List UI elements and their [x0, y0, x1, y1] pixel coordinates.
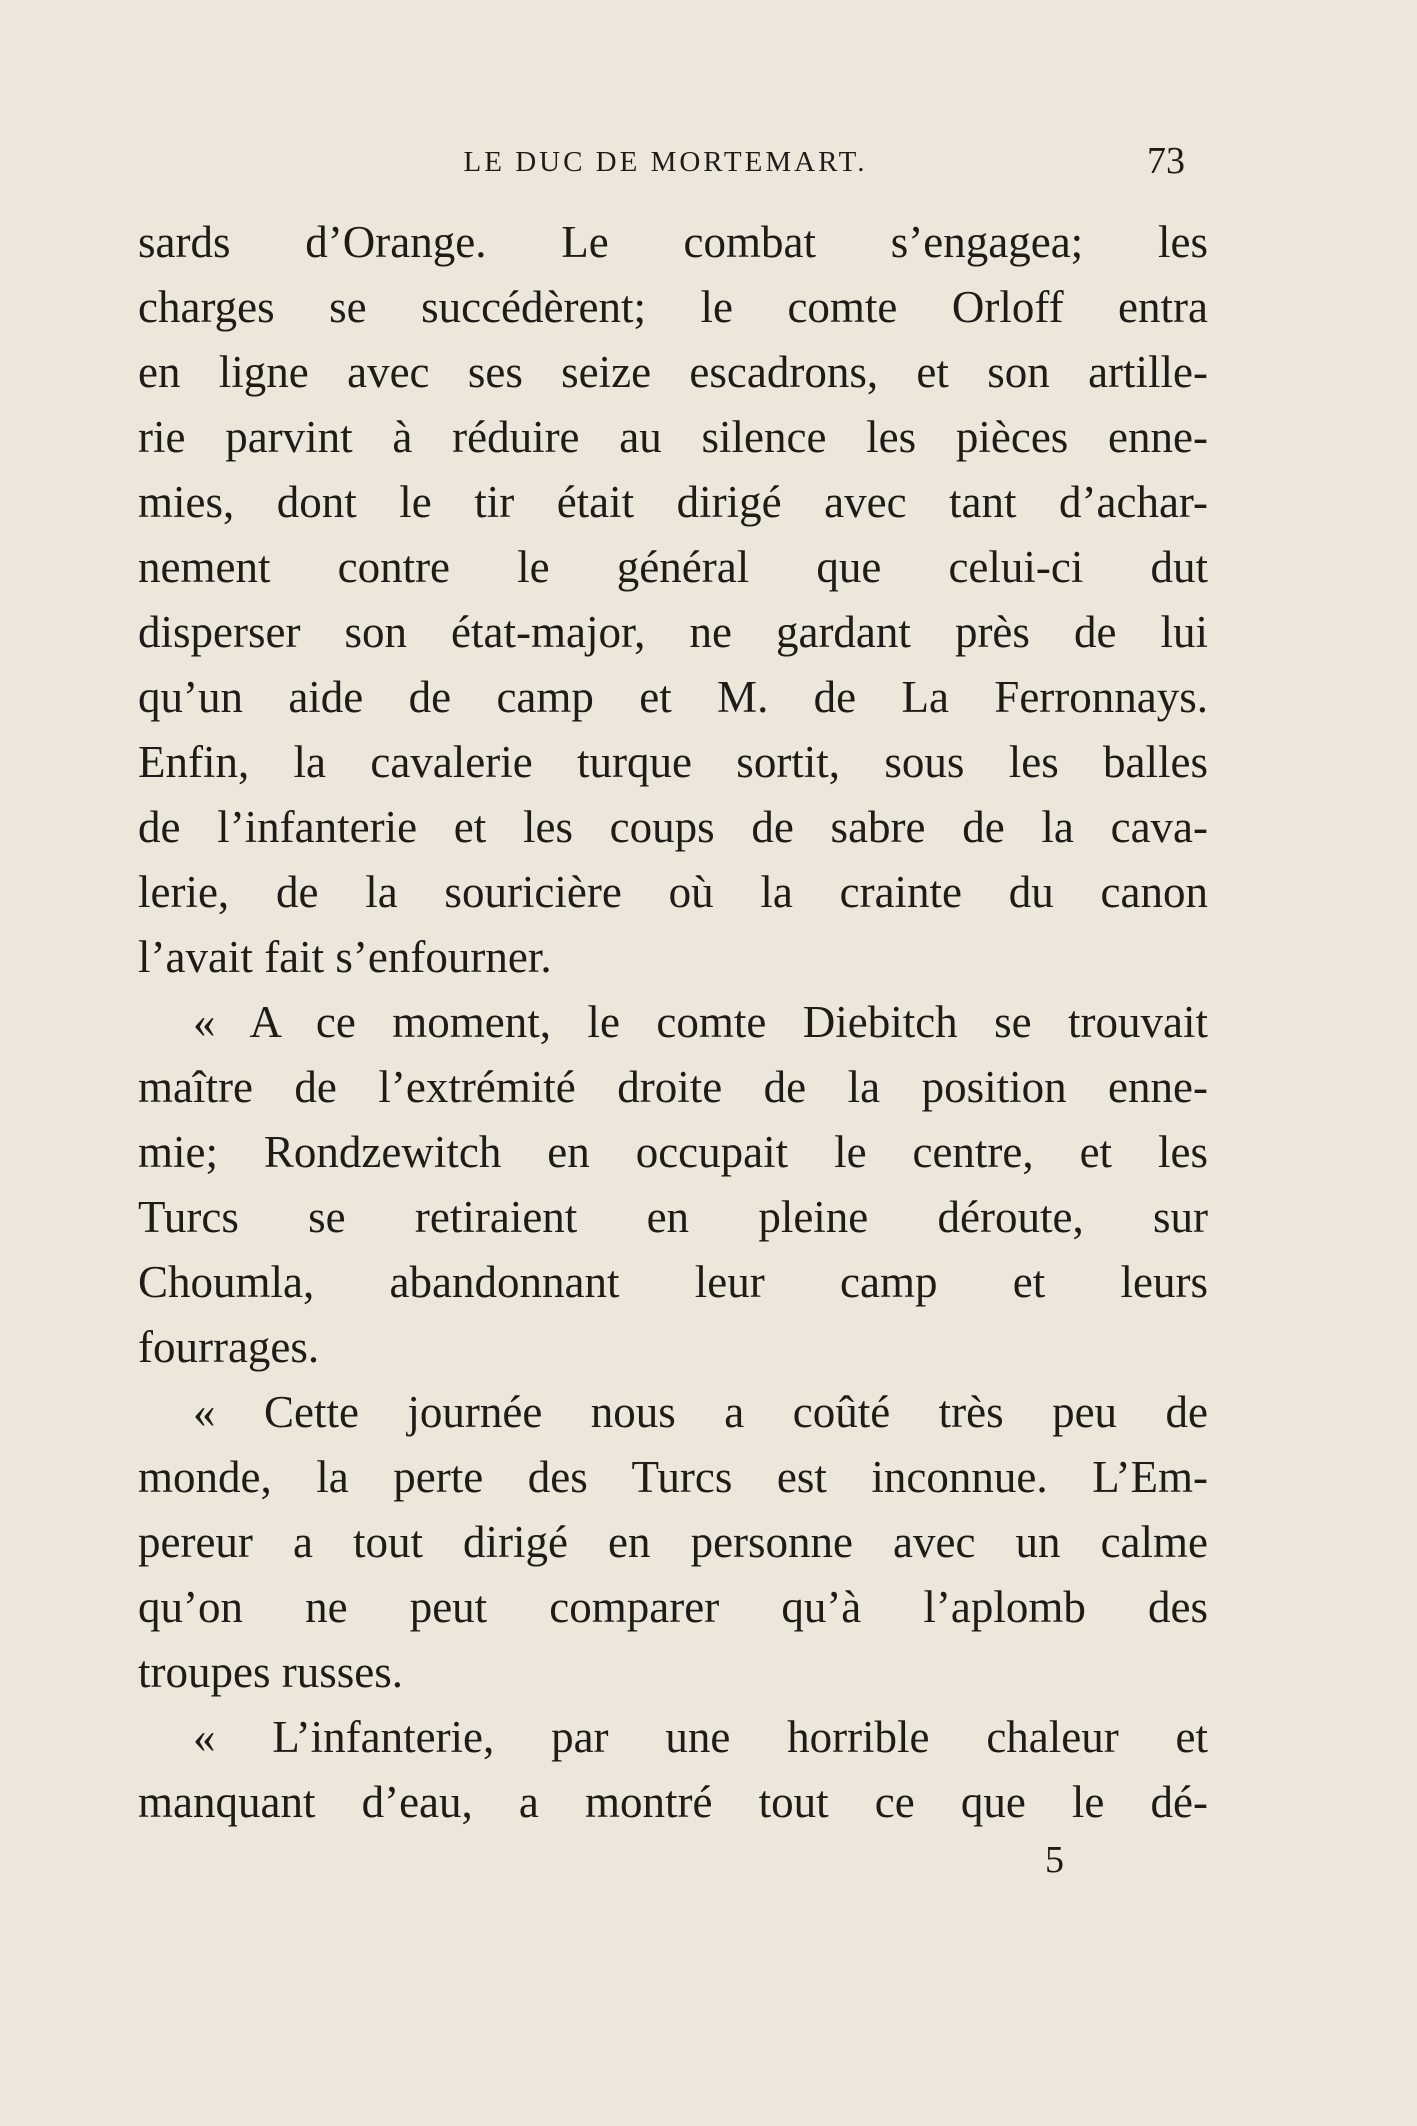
text-line: Enfin, la cavalerie turque sortit, sous les balles	[138, 737, 1208, 787]
text-line: en ligne avec ses seize escadrons, et son artille-	[138, 347, 1208, 397]
text-line: rie parvint à réduire au silence les pièces enne-	[138, 412, 1208, 462]
text-line: monde, la perte des Turcs est inconnue. L’Em-	[138, 1452, 1208, 1502]
text-line: fourrages.	[138, 1322, 320, 1372]
text-line: sards d’Orange. Le combat s’engagea; les	[138, 217, 1208, 267]
text-line: qu’on ne peut comparer qu’à l’aplomb des	[138, 1582, 1208, 1632]
text-line: maître de l’extrémité droite de la position enne-	[138, 1062, 1208, 1112]
running-title: LE DUC DE MORTEMART.	[463, 146, 868, 178]
text-line: de l’infanterie et les coups de sabre de la cava-	[138, 802, 1208, 852]
text-line: manquant d’eau, a montré tout ce que le dé-	[138, 1777, 1208, 1827]
text-line: pereur a tout dirigé en personne avec un calme	[138, 1517, 1208, 1567]
body-text	[138, 210, 1208, 1835]
text-line: l’avait fait s’enfourner.	[138, 932, 552, 982]
text-line: Turcs se retiraient en pleine déroute, sur	[138, 1192, 1208, 1242]
text-line: « Cette journée nous a coûté très peu de	[193, 1387, 1208, 1437]
text-line: Choumla, abandonnant leur camp et leurs	[138, 1257, 1208, 1307]
text-line: nement contre le général que celui-ci dut	[138, 542, 1208, 592]
text-line: troupes russes.	[138, 1647, 403, 1697]
text-line: « L’infanterie, par une horrible chaleur et	[193, 1712, 1208, 1762]
text-line: mie; Rondzewitch en occupait le centre, et les	[138, 1127, 1208, 1177]
signature-mark: 5	[1045, 1839, 1064, 1881]
page-number: 73	[1147, 140, 1185, 182]
text-line: lerie, de la souricière où la crainte du canon	[138, 867, 1208, 917]
text-line: mies, dont le tir était dirigé avec tant d’achar-	[138, 477, 1208, 527]
page-header	[138, 140, 1193, 195]
text-line: qu’un aide de camp et M. de La Ferronnays.	[138, 672, 1208, 722]
text-line: charges se succédèrent; le comte Orloff entra	[138, 282, 1208, 332]
text-line: disperser son état-major, ne gardant près de lui	[138, 607, 1208, 657]
text-line: « A ce moment, le comte Diebitch se trouvait	[193, 997, 1208, 1047]
